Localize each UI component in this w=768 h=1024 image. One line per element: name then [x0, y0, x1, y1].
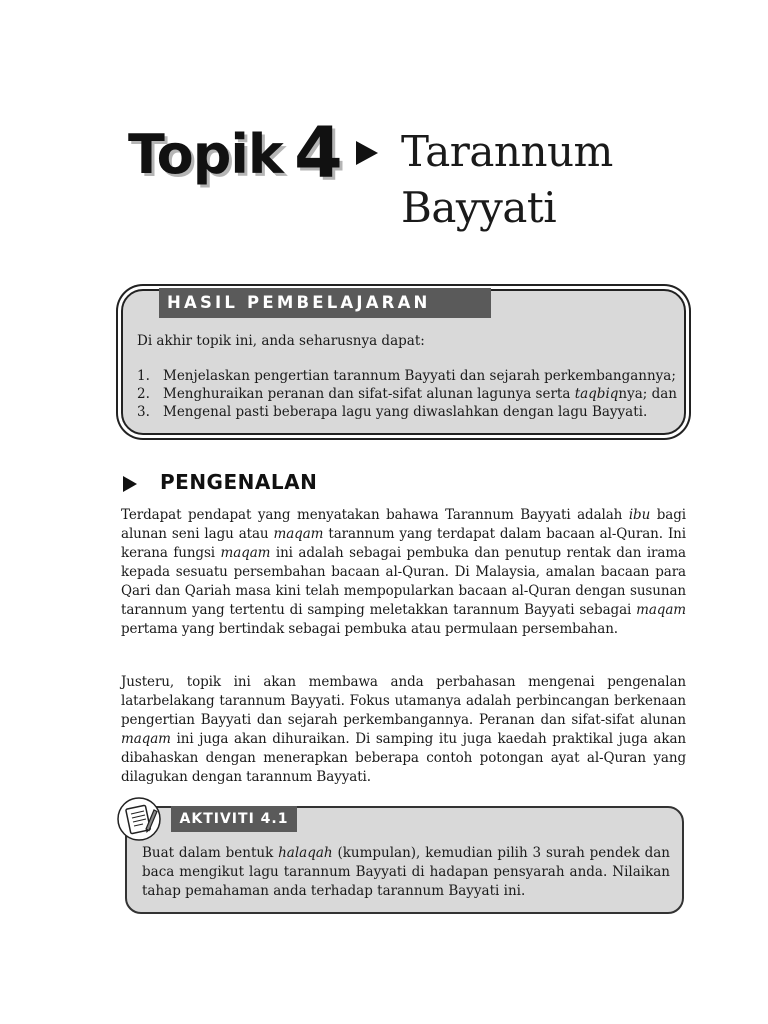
text-run: Buat dalam bentuk	[142, 845, 279, 861]
topic-number: 4	[294, 112, 343, 194]
outcome-text: Mengenal pasti beberapa lagu yang diwaslahkan dengan lagu Bayyati.	[163, 404, 648, 420]
topic-title-line-1: Tarannum	[401, 127, 613, 176]
outcome-number: 3.	[137, 404, 150, 420]
activity-header: AKTIVITI 4.1	[171, 806, 297, 832]
text-run: pertama yang bertindak sebagai pembuka atau permulaan persembahan.	[121, 621, 618, 637]
outcome-item	[137, 385, 677, 403]
text-run: ini juga akan dihuraikan. Di samping itu juga kaedah praktikal juga akan dibahaskan dengan menerapkan beberapa contoh potongan ayat al-Quran yang dilagukan dengan tarannum Bayyati.	[121, 731, 686, 785]
italic-term: maqam	[220, 545, 271, 561]
section-arrow-icon	[123, 476, 137, 492]
outcome-text: Menghuraikan peranan dan sifat-sifat alunan lagunya serta	[163, 386, 575, 402]
text-run: Justeru, topik ini akan membawa anda perbahasan mengenai pengenalan latarbelakang tarannum Bayyati. Fokus utamanya adalah perbincangan berkenaan pengertian Bayyati dan sejarah perkembangannya. Peranan dan sifat-sifat alunan	[121, 674, 686, 728]
topic-title-line-2: Bayyati	[401, 183, 557, 232]
body-paragraph-2	[121, 673, 686, 787]
topic-title	[401, 124, 613, 236]
outcome-text: Menjelaskan pengertian tarannum Bayyati dan sejarah perkembangannya;	[163, 368, 676, 384]
italic-term: maqam	[636, 602, 686, 618]
outcome-item	[137, 403, 677, 421]
outcome-number: 1.	[137, 368, 150, 384]
text-run: (kumpulan), kemudian pilih 3 surah pendek dan baca mengikut lagu tarannum Bayyati di hadapan pensyarah anda. Nilaikan tahap pemahaman anda terhadap tarannum Bayyati ini.	[142, 845, 670, 899]
learning-outcomes-intro: Di akhir topik ini, anda seharusnya dapat:	[137, 333, 425, 349]
topic-label: Topik	[128, 123, 283, 186]
italic-term: maqam	[121, 731, 171, 747]
outcome-text-tail: nya; dan	[618, 386, 678, 402]
section-heading: PENGENALAN	[160, 470, 318, 494]
learning-outcomes-list	[137, 367, 677, 421]
play-arrow-icon	[356, 141, 378, 165]
learning-outcomes-box	[121, 289, 686, 435]
outcome-item	[137, 367, 677, 385]
italic-term: halaqah	[278, 845, 333, 861]
activity-text	[142, 844, 670, 901]
italic-term: maqam	[273, 526, 324, 542]
text-run: ini adalah sebagai pembuka dan penutup rentak dan irama kepada sesuatu persembahan bacaan al-Quran. Di Malaysia, amalan bacaan para Qari dan Qariah masa kini telah mempopularkan bacaan al-Quran dengan susunan tarannum yang tertentu di samping meletakkan tarannum Bayyati sebagai	[121, 545, 687, 618]
body-paragraph-1	[121, 506, 686, 639]
italic-term: ibu	[628, 507, 651, 523]
text-run: Terdapat pendapat yang menyatakan bahawa Tarannum Bayyati adalah	[121, 507, 629, 523]
notepad-pencil-icon	[116, 796, 162, 842]
outcome-text-italic: taqbiq	[574, 386, 619, 402]
text-run: bagi alunan seni lagu atau	[121, 507, 686, 542]
outcome-number: 2.	[137, 386, 150, 402]
learning-outcomes-header: HASIL PEMBELAJARAN	[159, 288, 491, 318]
text-run: tarannum yang terdapat dalam bacaan al-Quran. Ini kerana fungsi	[121, 526, 686, 561]
